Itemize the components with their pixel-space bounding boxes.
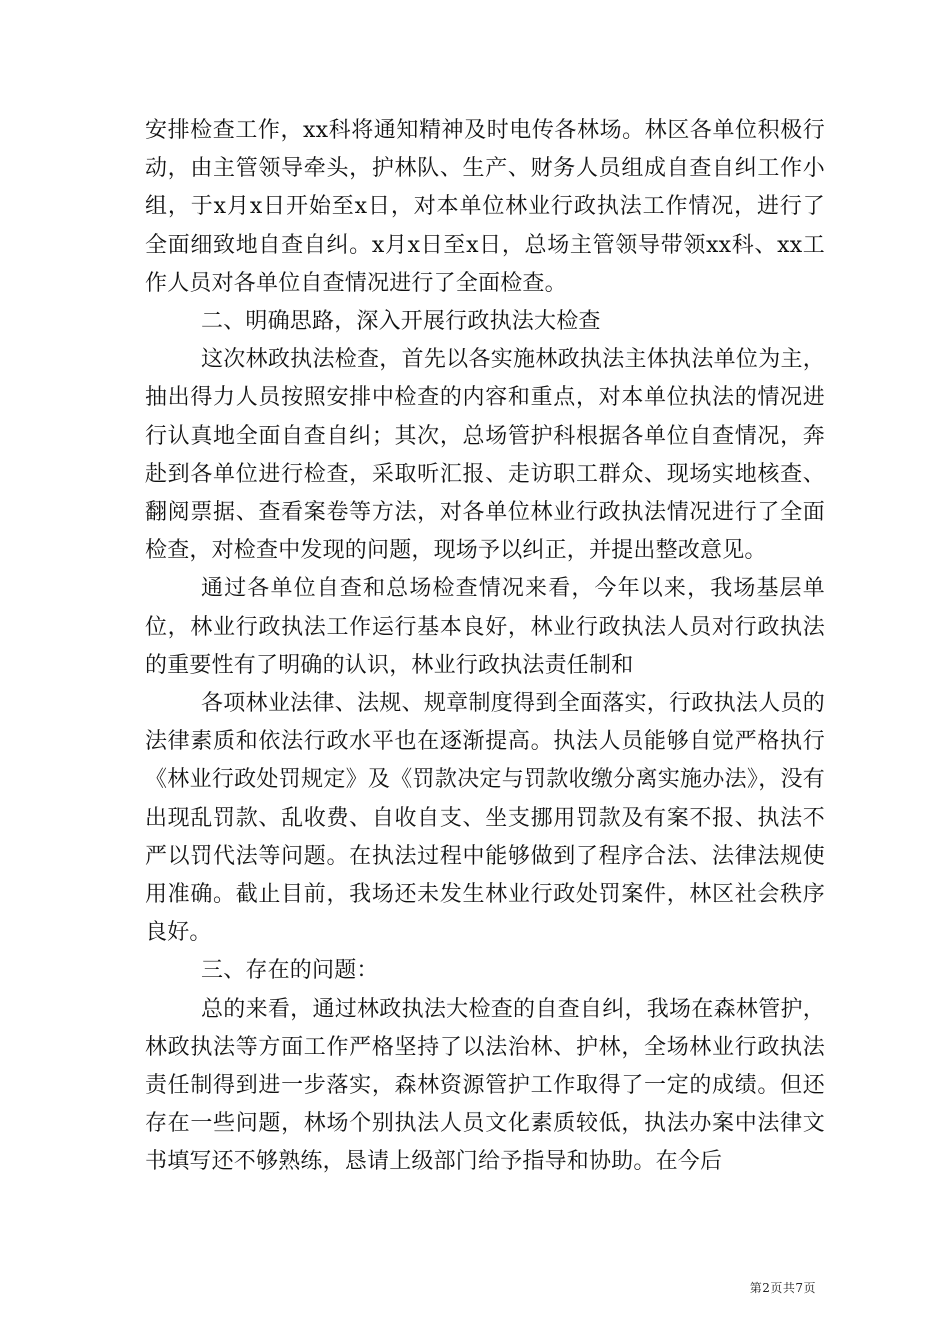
document-body bbox=[145, 112, 825, 1182]
paragraph: 总的来看，通过林政执法大检查的自查自纠，我场在森林管护，林政执法等方面工作严格坚持了以法治林、护林，全场林业行政执法责任制得到进一步落实，森林资源管护工作取得了一定的成绩。但还存在一些问题，林场个别执法人员文化素质较低，执法办案中法律文书填写还不够熟练，恳请上级部门给予指导和协助。在今后 bbox=[145, 996, 825, 1175]
section-heading-2: 二、明确思路，深入开展行政执法大检查 bbox=[201, 309, 601, 335]
section-heading-3: 三、存在的问题： bbox=[201, 958, 379, 984]
paragraph: 这次林政执法检查，首先以各实施林政执法主体执法单位为主，抽出得力人员按照安排中检查的内容和重点，对本单位执法的情况进行认真地全面自查自纠；其次，总场管护科根据各单位自查情况，奔赴到各单位进行检查，采取听汇报、走访职工群众、现场实地核查、翻阅票据、查看案卷等方法，对各单位林业行政执法情况进行了全面检查，对检查中发现的问题，现场予以纠正，并提出整改意见。 bbox=[145, 347, 825, 564]
page-number-footer: 第2页共7页 bbox=[749, 1281, 816, 1295]
paragraph-continued: 安排检查工作，xx科将通知精神及时电传各林场。林区各单位积极行动，由主管领导牵头，护林队、生产、财务人员组成自查自纠工作小组，于x月x日开始至x日，对本单位林业行政执法工作情况，进行了全面细致地自查自纠。x月x日至x日，总场主管领导带领xx科、xx工作人员对各单位自查情况进行了全面检查。 bbox=[145, 118, 825, 296]
paragraph: 各项林业法律、法规、规章制度得到全面落实，行政执法人员的法律素质和依法行政水平也在逐渐提高。执法人员能够自觉严格执行《林业行政处罚规定》及《罚款决定与罚款收缴分离实施办法》，没有出现乱罚款、乱收费、自收自支、坐支挪用罚款及有案不报、执法不严以罚代法等问题。在执法过程中能够做到了程序合法、法律法规使用准确。截止目前，我场还未发生林业行政处罚案件，林区社会秩序良好。 bbox=[145, 691, 825, 946]
paragraph: 通过各单位自查和总场检查情况来看，今年以来，我场基层单位，林业行政执法工作运行基本良好，林业行政执法人员对行政执法的重要性有了明确的认识，林业行政执法责任制和 bbox=[145, 576, 825, 678]
